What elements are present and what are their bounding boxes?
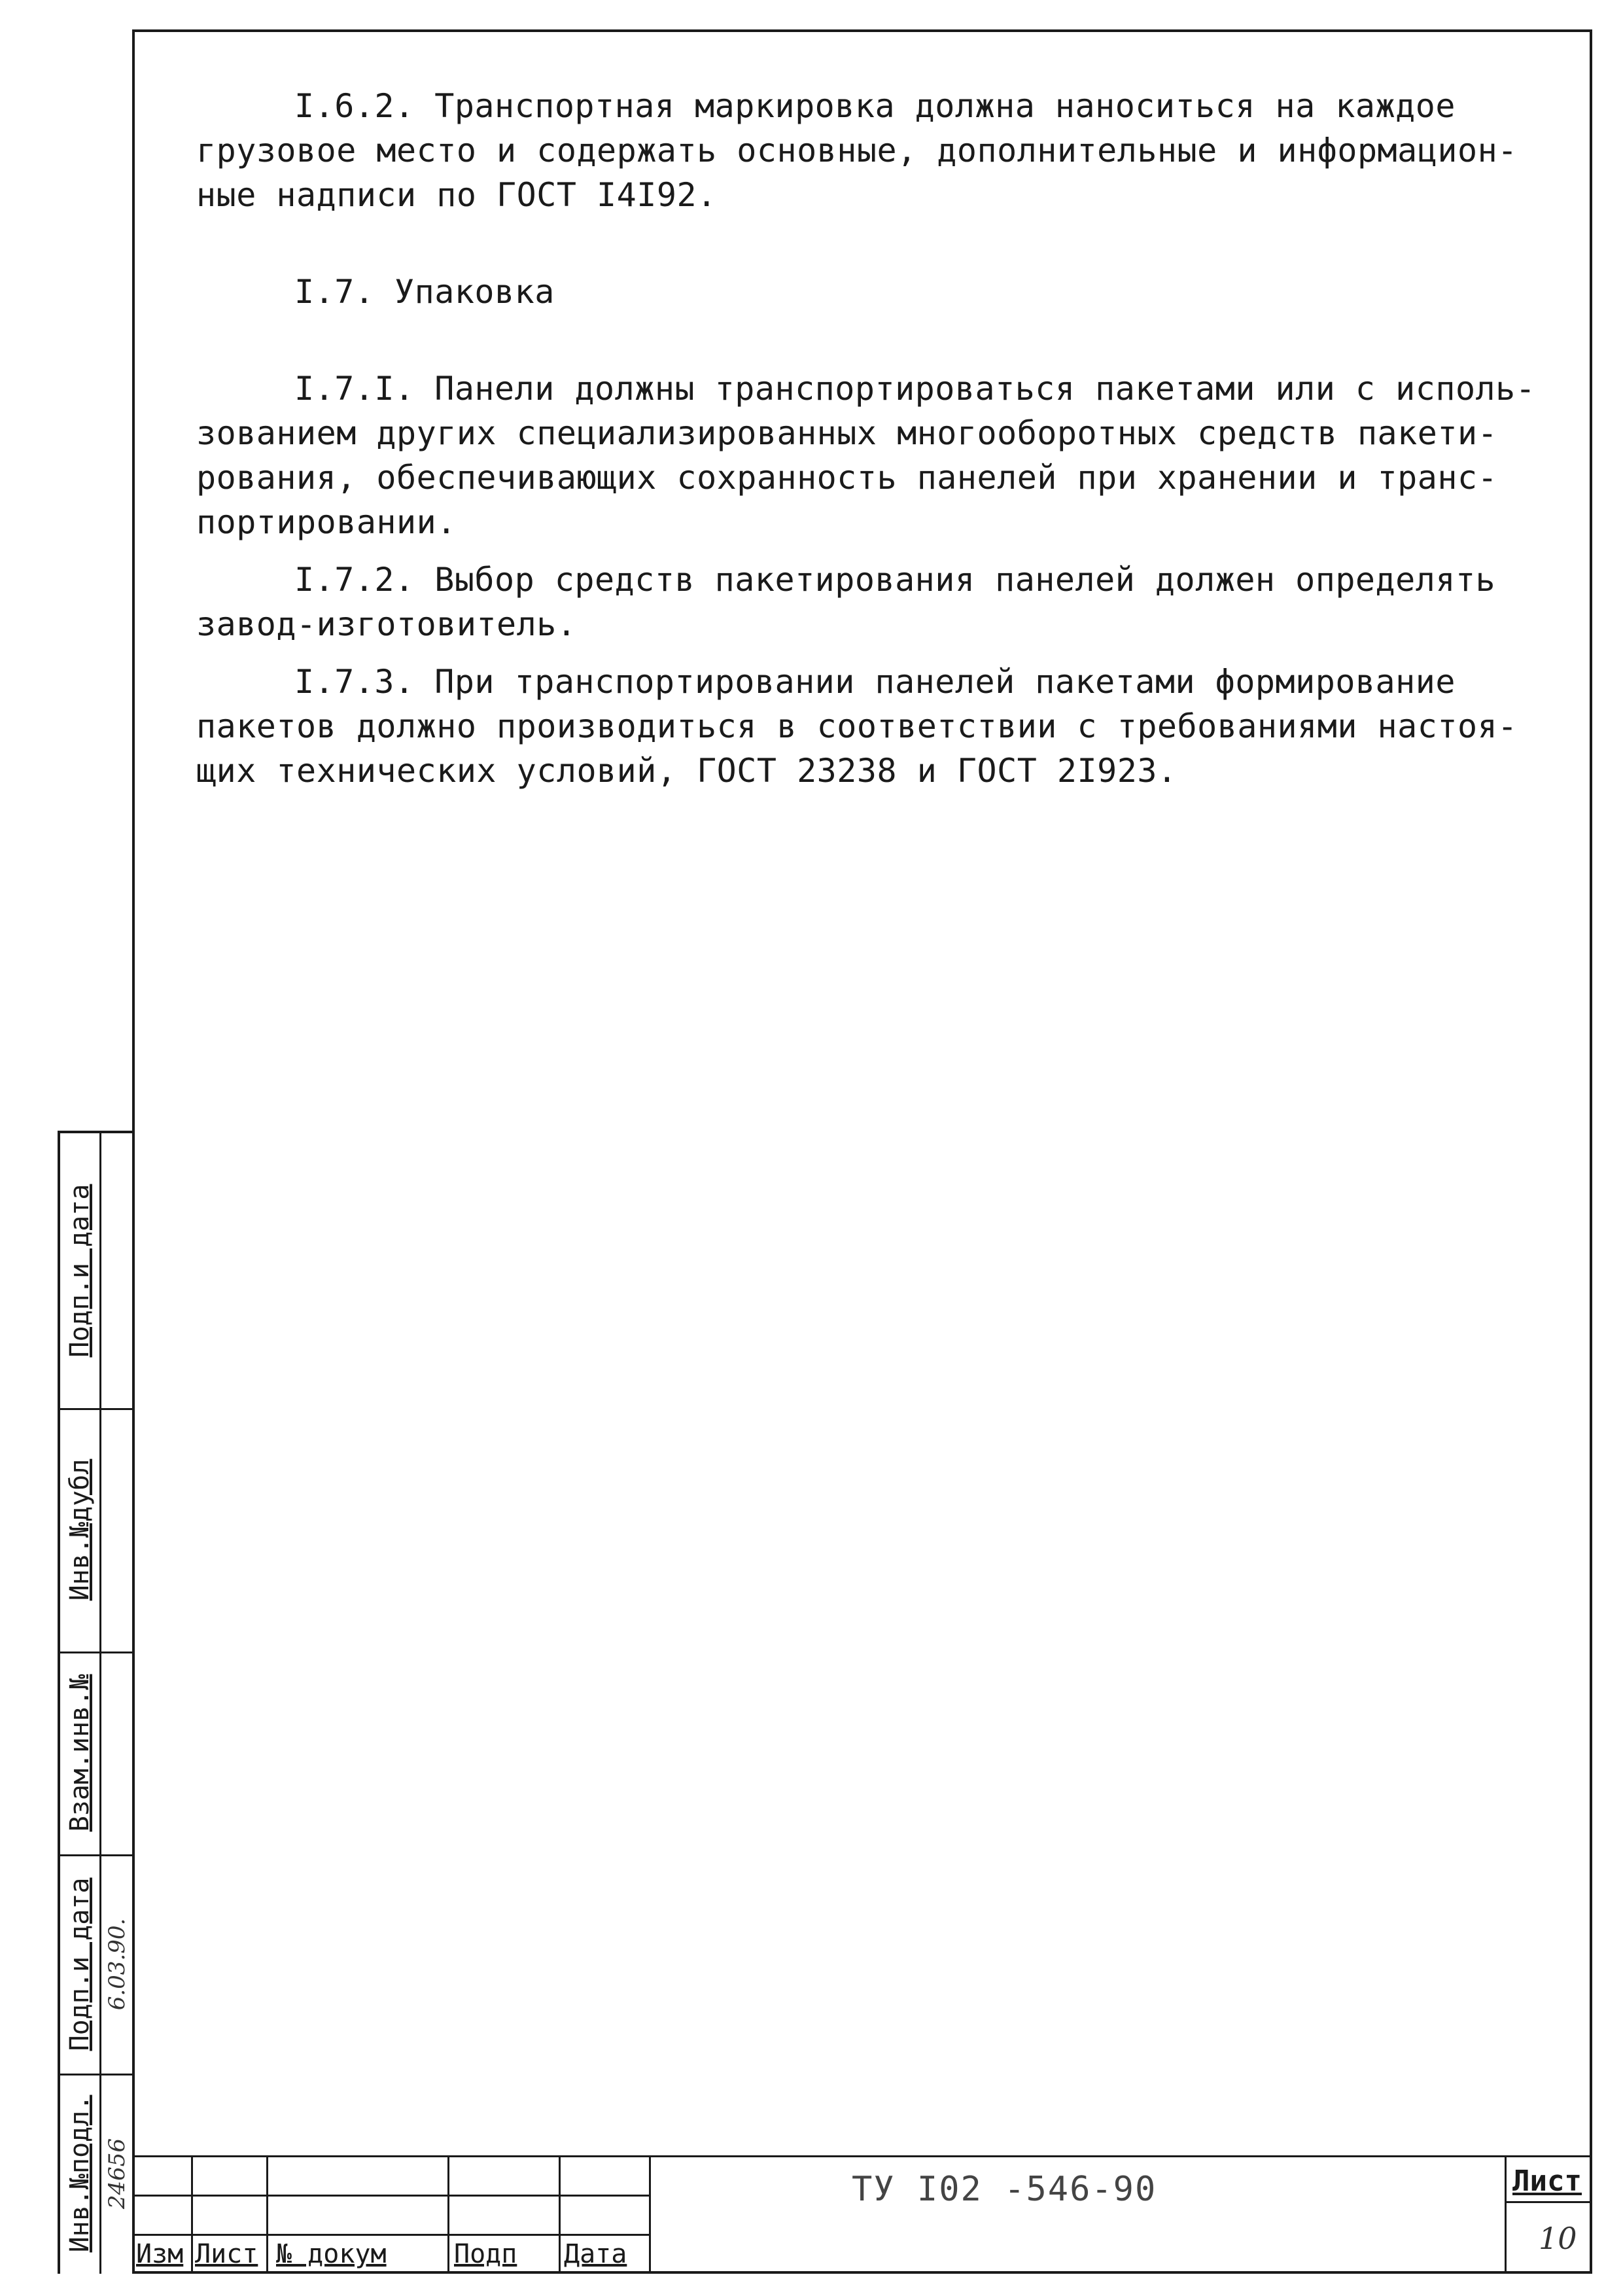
col-signature: Подп: [454, 2239, 517, 2269]
paragraph-1-7-2: I.7.2. Выбор средств пакетирования панелей должен определять завод-изготовитель.: [196, 561, 1496, 643]
strip-label-sign-date-bottom: Подп.и дата: [65, 1877, 95, 2051]
strip-value-date: 6.03.90.: [104, 1918, 130, 2010]
sheet-label: Лист: [1512, 2164, 1582, 2198]
document-body: [196, 84, 1550, 793]
strip-label-inv-original: Инв.№подл.: [65, 2094, 95, 2253]
section-heading-1-7: I.7. Упаковка: [294, 273, 555, 311]
strip-value-inventory-number: 24656: [104, 2138, 130, 2210]
col-change: Изм: [136, 2239, 184, 2269]
strip-label-replacement-inv: Взам.инв.№: [65, 1674, 95, 1832]
strip-label-sign-date-top: Подп.и дата: [65, 1184, 95, 1358]
col-sheet: Лист: [195, 2239, 258, 2269]
sheet-number: 10: [1539, 2221, 1577, 2256]
document-code: ТУ I02 -546-90: [852, 2170, 1157, 2209]
paragraph-1-6-2: I.6.2. Транспортная маркировка должна наноситься на каждое грузовое место и содержать основные, дополнительные и информацион- ные надписи по ГОСТ I4I92.: [196, 87, 1518, 214]
binding-strip: [58, 1131, 132, 2274]
paragraph-1-7-3: I.7.3. При транспортировании панелей пакетами формирование пакетов должно производиться в соответствии с требованиями настоя- щих технических условий, ГОСТ 23238 и ГОСТ 2I923.: [196, 663, 1518, 790]
col-doc-number: № докум: [276, 2239, 387, 2269]
strip-label-inv-dup: Инв.№дубл: [65, 1458, 95, 1601]
col-date: Дата: [564, 2239, 627, 2269]
paragraph-1-7-1: I.7.I. Панели должны транспортироваться пакетами или с исполь- зованием других специализированных многооборотных средств пакети- рования, обеспечивающих сохранность панелей при хранении и транс- портировании.: [196, 370, 1536, 541]
title-block: [132, 2155, 1592, 2274]
